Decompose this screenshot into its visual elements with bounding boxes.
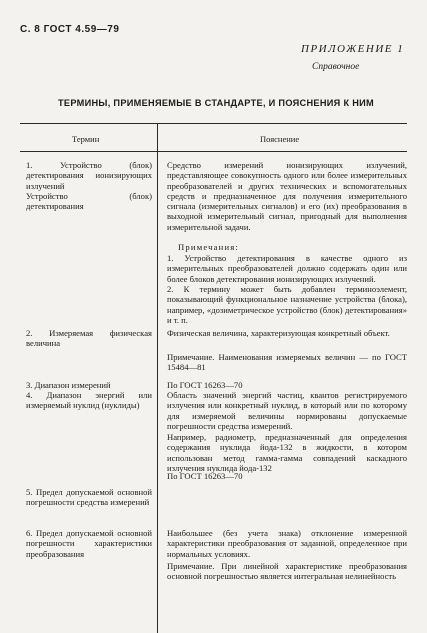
explanation-1: Средство измерений ионизирующих излучений, представляющее совокупность одного или более измерительных преобразователей и других технических и вспомогательных средств и предназначенное для получения измерительного сигнала (измерительных сигналов) и его (их) преобразования в выходной измерительный сигнал, пригодный для выполнения измерительной задачи. xyxy=(167,160,407,232)
appendix-subtitle: Справочное xyxy=(312,62,360,72)
term-6: 6. Предел допускаемой основной погрешности характеристики преобразования xyxy=(26,528,152,559)
note-1-item-2: 2. К термину может быть добавлен терминоэлемент, показывающий функциональное назначение устройства (блока), например, «дозиметрическое устройство (блок) детектирования» и т. п. xyxy=(167,284,407,325)
note-6: Примечание. При линейной характеристике преобразования основной погрешностью является интегральная нелинейность xyxy=(167,561,407,582)
page-header: С. 8 ГОСТ 4.59—79 xyxy=(20,24,120,35)
note-1-item-1: 1. Устройство детектирования в качестве одного из измерительных преобразователей должно содержать один или более блоков детектирования ионизирующих излучений. xyxy=(167,253,407,284)
term-2: 2. Измеряемая физическая величина xyxy=(26,328,152,349)
explanation-6: Наибольшее (без учета знака) отклонение измеренной характеристики преобразования от заданной, определенное при нормальных условиях. xyxy=(167,528,407,559)
explanation-4: Область значений энергий частиц, квантов регистрируемого излучения или конкретный нуклид, в который или по которому для измеряемой величины нормированы допускаемые погрешности средства измерений. xyxy=(167,390,407,431)
term-1-full: 1. Устройство (блок) детектирования ионизирующих излучений xyxy=(26,160,152,191)
note-2: Примечание. Наименования измеряемых величин — по ГОСТ 15484—81 xyxy=(167,352,407,373)
document-title: ТЕРМИНЫ, ПРИМЕНЯЕМЫЕ В СТАНДАРТЕ, И ПОЯСНЕНИЯ К НИМ xyxy=(57,98,374,108)
explanation-4-example: Например, радиометр, предназначенный для определения содержания нуклида йода-132 в жидкости, в котором использован метод гамма-гамма совпадений каскадного излучения нуклида йода-132 xyxy=(167,432,407,473)
term-3: 3. Диапазон измерений xyxy=(26,380,111,390)
term-1-short: Устройство (блок) детектирования xyxy=(26,191,152,212)
column-header-explanation: Пояснение xyxy=(260,134,300,144)
explanation-3: По ГОСТ 16263—70 xyxy=(167,380,243,390)
table-top-rule xyxy=(20,123,407,124)
appendix-title: ПРИЛОЖЕНИЕ 1 xyxy=(301,43,405,55)
note-1-title: Примечания: xyxy=(178,242,240,252)
term-5: 5. Предел допускаемой основной погрешности средства измерений xyxy=(26,487,152,508)
table-header-rule xyxy=(20,151,407,152)
column-divider xyxy=(157,123,158,633)
explanation-2: Физическая величина, характеризующая конкретный объект. xyxy=(167,328,390,338)
explanation-5: По ГОСТ 16263—70 xyxy=(167,471,243,481)
term-4: 4. Диапазон энергий или измеряемый нуклид (нуклиды) xyxy=(26,390,152,411)
column-header-term: Термин xyxy=(72,134,100,144)
